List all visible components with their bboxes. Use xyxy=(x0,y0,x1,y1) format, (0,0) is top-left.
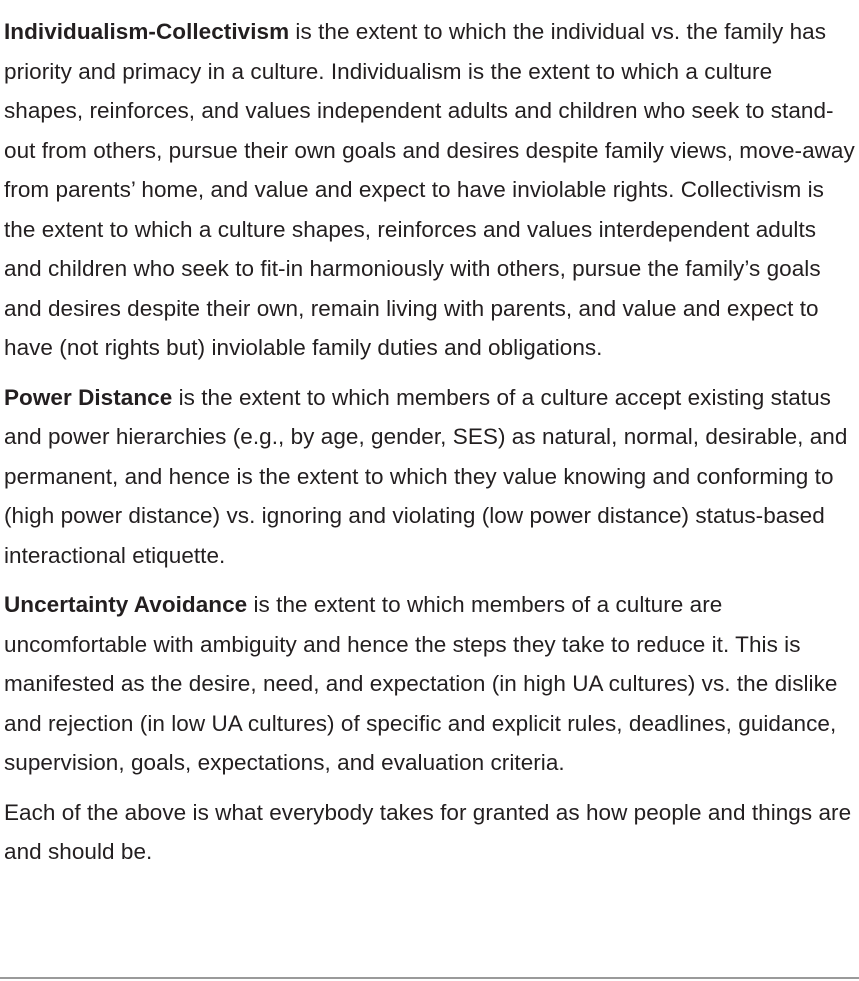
definition-power-distance: is the extent to which members of a culture accept existing status and power hierarchies (e.g., by age, gender, SES) as natural, normal, desirable, and permanent, and hence is the extent to which they value knowing and conforming to (high power distance) vs. ignoring and violating (low power distance) status-based interactional etiquette. xyxy=(4,384,848,568)
paragraph-power-distance xyxy=(4,378,856,576)
definitions-text-block xyxy=(4,12,856,882)
term-power-distance: Power Distance xyxy=(4,384,173,410)
paragraph-uncertainty-avoidance xyxy=(4,585,856,783)
definition-uncertainty-avoidance: is the extent to which members of a culture are uncomfortable with ambiguity and hence the steps they take to reduce it. This is manifested as the desire, need, and expectation (in high UA cultures) vs. the dislike and rejection (in low UA cultures) of specific and explicit rules, deadlines, guidance, supervision, goals, expectations, and evaluation criteria. xyxy=(4,592,838,775)
term-uncertainty-avoidance: Uncertainty Avoidance xyxy=(4,592,248,617)
term-individualism-collectivism: Individualism-Collectivism xyxy=(4,19,290,44)
bottom-divider xyxy=(0,977,859,979)
closing-paragraph: Each of the above is what everybody takes for granted as how people and things are and should be. xyxy=(4,799,852,864)
paragraph-individualism-collectivism xyxy=(4,12,856,368)
definition-individualism-collectivism: is the extent to which the individual vs. the family has priority and primacy in a culture. Individualism is the extent to which a culture shapes, reinforces, and values independent adults and children who seek to stand-out from others, pursue their own goals and desires despite family views, move-away from parents’ home, and value and expect to have inviolable rights. Collectivism is the extent to which a culture shapes, reinforces and values interdependent adults and children who seek to fit-in harmoniously with others, pursue the family’s goals and desires despite their own, remain living with parents, and value and expect to have (not rights but) inviolable family duties and obligations. xyxy=(4,19,855,360)
